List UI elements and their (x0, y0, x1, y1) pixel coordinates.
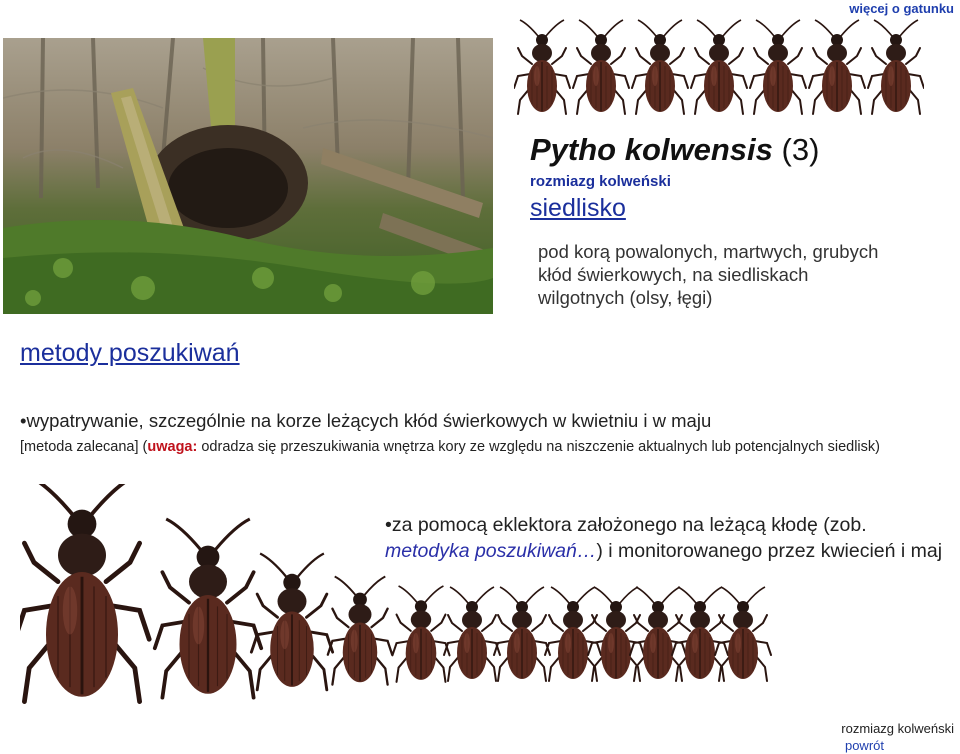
beetle-icon (691, 20, 747, 114)
beetle-row-top (514, 12, 924, 124)
beetle-icon (444, 587, 500, 681)
method-observation-note (20, 437, 940, 457)
beetle-icon (750, 20, 806, 114)
habitat-photo (3, 38, 493, 314)
beetle-icon (715, 587, 771, 681)
beetle-icon (392, 586, 449, 682)
beetle-row-bottom (20, 484, 780, 712)
habitat-heading: siedlisko (530, 194, 626, 222)
method2-prefix: •za pomocą eklektora założonego na leżącą kłodę (zob. (385, 514, 867, 536)
beetle-icon (494, 587, 550, 681)
species-polish-name: rozmiazg kolweński (530, 173, 671, 190)
method-observation: •wypatrywanie, szczególnie na korze leżących kłód świerkowych w kwietniu i w maju (20, 410, 712, 431)
beetle-icon (20, 484, 149, 702)
species-latin-name: Pytho kolwensis (530, 132, 773, 167)
note-open: ( (142, 439, 148, 455)
beetle-icon (155, 519, 261, 698)
beetle-icon (868, 20, 924, 114)
beetle-icon (251, 554, 332, 690)
beetle-icon (514, 20, 570, 114)
warning-label: uwaga: (147, 439, 198, 455)
methods-heading: metody poszukiwań (20, 339, 240, 367)
species-title (530, 132, 819, 168)
footer-species-name: rozmiazg kolweński (841, 721, 954, 736)
beetle-icon (632, 20, 688, 114)
beetle-icon (809, 20, 865, 114)
methodology-link[interactable]: metodyka poszukiwań… (385, 540, 597, 562)
beetle-icon (573, 20, 629, 114)
back-link[interactable]: powrót (844, 738, 884, 753)
beetle-icon (328, 577, 392, 685)
species-number: (3) (781, 132, 820, 167)
beetle-icon (545, 587, 601, 681)
more-about-species-link[interactable]: więcej o gatunku (849, 1, 954, 16)
method2-suffix: ) i monitorowanego przez kwiecień i maj (596, 540, 943, 562)
habitat-description: pod korą powalonych, martwych, grubych kłód świerkowych, na siedliskach wilgotnych (olsy, łęgi) (538, 241, 879, 308)
recommended-label: [metoda zalecana] (20, 439, 139, 455)
note-text: odradza się przeszukiwania wnętrza kory ze względu na niszczenie aktualnych lub potencjalnych siedlisk) (197, 439, 880, 455)
